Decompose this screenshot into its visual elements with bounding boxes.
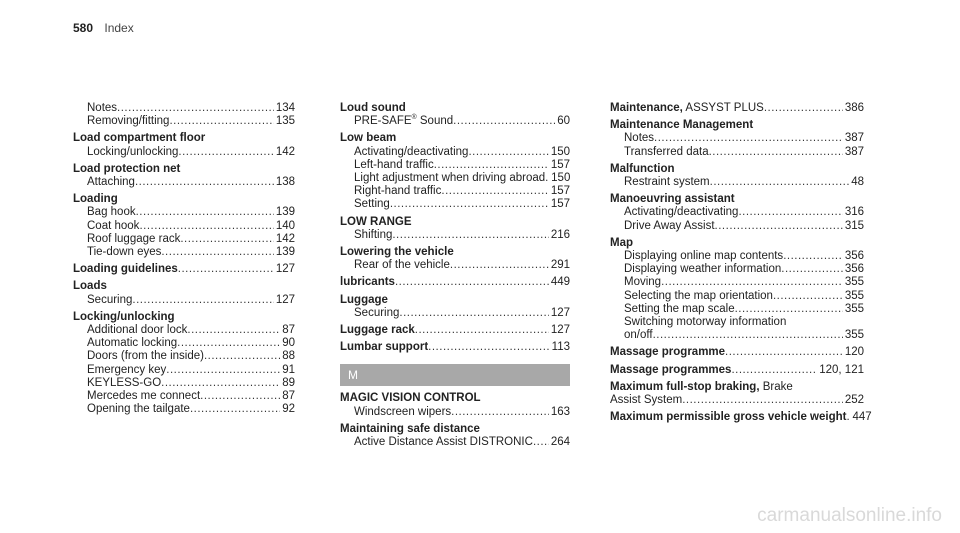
index-subentry[interactable] [610, 250, 864, 263]
dot-leader [190, 403, 280, 416]
index-entry[interactable] [610, 381, 864, 394]
page-reference[interactable]: 120 [844, 346, 864, 359]
index-subentry-text: Switching motorway information [624, 316, 787, 329]
entry-text: Luggage rack [340, 324, 415, 337]
page-reference[interactable]: 91 [282, 363, 295, 376]
page-reference[interactable]: 142 [275, 232, 295, 245]
index-subentry[interactable] [340, 115, 570, 128]
index-subentry[interactable] [73, 206, 295, 219]
entry-suffix: ASSYST PLUS [682, 102, 764, 114]
entry-text: PRE-SAFE [354, 115, 412, 128]
dot-leader [710, 176, 850, 189]
entry-text: Moving [624, 276, 662, 289]
index-entry[interactable] [340, 294, 570, 307]
index-entry[interactable] [610, 411, 872, 424]
index-subentry[interactable] [610, 303, 864, 316]
entry-text: Automatic locking [87, 337, 178, 350]
dot-leader [390, 198, 549, 211]
entry-text: Loading [73, 193, 118, 206]
index-subentry[interactable] [340, 172, 570, 185]
index-subentry[interactable] [340, 307, 570, 320]
index-entry[interactable] [340, 324, 570, 337]
page-reference[interactable]: 127 [275, 293, 295, 306]
dot-leader [395, 276, 549, 289]
page-reference[interactable]: 92 [282, 403, 295, 416]
page-reference[interactable]: 355 [844, 289, 864, 302]
page-reference[interactable]: 163 [550, 405, 570, 418]
entry-text: Windscreen wipers [354, 405, 452, 418]
dot-leader [715, 220, 843, 233]
dot-leader [204, 350, 280, 363]
index-entry[interactable] [73, 193, 295, 206]
index-subentry[interactable] [340, 436, 570, 449]
dot-leader [735, 303, 843, 316]
entry-text: Displaying online map contents [624, 250, 784, 263]
index-subentry[interactable] [73, 324, 295, 337]
dot-leader [117, 102, 274, 115]
index-subentry[interactable] [73, 246, 295, 259]
index-subentry[interactable] [610, 220, 864, 233]
entry-text: on/off [624, 329, 653, 342]
index-subentry[interactable] [73, 115, 295, 128]
entry-text: Mercedes me connect [87, 390, 201, 403]
dot-leader [450, 259, 549, 272]
page-number: 580 [73, 21, 94, 35]
index-subentry[interactable] [610, 263, 864, 276]
entry-text: MAGIC VISION CONTROL [340, 392, 481, 405]
index-entry[interactable] [610, 346, 864, 359]
entry-text: Maximum full-stop braking, [610, 380, 760, 393]
entry-text: Lowering the vehicle [340, 246, 454, 259]
dot-leader [177, 337, 280, 350]
entry-text: Roof luggage rack [87, 232, 181, 245]
page-reference[interactable]: 139 [275, 246, 295, 259]
entry-text: Emergency key [87, 363, 167, 376]
entry-text: Displaying weather information [624, 263, 782, 276]
dot-leader [738, 206, 842, 219]
entry-text: Locking/unlocking [73, 310, 175, 323]
page-reference[interactable]: 291 [550, 259, 570, 272]
page-reference[interactable]: 216 [550, 228, 570, 241]
index-entry[interactable] [73, 311, 295, 324]
index-subentry[interactable] [73, 403, 295, 416]
page-reference[interactable]: 387 [844, 132, 864, 145]
index-subentry[interactable] [73, 176, 295, 189]
index-subentry[interactable] [73, 337, 295, 350]
index-subentry[interactable] [340, 229, 570, 242]
registered-mark: ® [411, 114, 417, 122]
page-reference[interactable]: 150 [550, 145, 570, 158]
dot-leader [781, 263, 843, 276]
page-reference[interactable]: 157 [550, 198, 570, 211]
entry-text: Setting the map scale [624, 302, 735, 315]
entry-text: Left-hand traffic [354, 158, 434, 171]
dot-leader [773, 290, 843, 303]
page-reference[interactable]: 157 [550, 158, 570, 171]
page-reference[interactable]: 60 [557, 115, 570, 128]
entry-text: Bag hook [87, 206, 136, 219]
index-subentry[interactable] [73, 350, 295, 363]
index-entry[interactable] [610, 364, 864, 377]
entry-text: KEYLESS-GO [87, 376, 162, 389]
index-entry[interactable] [610, 163, 864, 176]
dot-leader [653, 329, 843, 342]
entry-text: Load protection net [73, 162, 181, 175]
index-entry[interactable] [73, 280, 295, 293]
entry-text: Notes [624, 132, 655, 145]
page-reference[interactable]: 138 [275, 176, 295, 189]
index-subentry[interactable] [340, 259, 570, 272]
page-reference[interactable]: 120, 121 [819, 363, 864, 376]
page-reference[interactable]: 356 [844, 263, 864, 276]
index-subentry[interactable] [610, 276, 864, 289]
page-reference[interactable]: 127 [275, 263, 295, 276]
entry-suffix: Sound [416, 115, 454, 128]
entry-text: Assist System [610, 394, 683, 407]
index-subentry[interactable] [73, 294, 295, 307]
index-subentry[interactable] [73, 233, 295, 246]
entry-text: Load compartment floor [73, 132, 206, 145]
index-subentry[interactable] [340, 159, 570, 172]
index-column-2 [340, 102, 570, 449]
page-title: Index [104, 21, 134, 35]
index-entry[interactable] [73, 263, 295, 276]
entry-text: Rear of the vehicle [354, 259, 450, 272]
entry-text: Removing/fitting [87, 115, 170, 128]
dot-leader [187, 324, 280, 337]
index-subentry[interactable] [340, 185, 570, 198]
index-entry[interactable] [73, 163, 295, 176]
entry-text: Additional door lock [87, 324, 188, 337]
page-reference[interactable]: 127 [550, 306, 570, 319]
index-entry[interactable] [340, 276, 570, 289]
dot-leader [451, 406, 549, 419]
dot-leader [139, 220, 273, 233]
entry-text: Manoeuvring assistant [610, 193, 735, 206]
entry-text: Securing [354, 306, 400, 319]
dot-leader [135, 176, 274, 189]
page-reference[interactable]: 387 [844, 145, 864, 158]
index-entry[interactable] [340, 132, 570, 145]
page-reference[interactable]: 90 [282, 337, 295, 350]
entry-text: Activating/deactivating [354, 145, 469, 158]
entry-text: LOW RANGE [340, 215, 412, 228]
dot-leader [783, 250, 843, 263]
dot-leader [161, 377, 280, 390]
page-reference[interactable]: 150 [551, 172, 571, 185]
dot-leader [392, 229, 548, 242]
dot-leader [180, 233, 273, 246]
page-reference[interactable]: 264 [550, 436, 570, 449]
dot-leader [654, 132, 843, 145]
index-entry[interactable] [340, 341, 570, 354]
watermark: carmanualsonline.info [757, 505, 942, 526]
entry-text: Loading guidelines [73, 263, 178, 276]
index-subentry[interactable] [610, 290, 864, 303]
page-reference[interactable]: 127 [550, 324, 570, 337]
section-letter-bar: M [340, 364, 570, 386]
page-reference[interactable]: 48 [851, 176, 864, 189]
page-reference[interactable]: 447 [852, 411, 872, 424]
page-reference[interactable]: 87 [282, 324, 295, 337]
entry-text: Active Distance Assist DISTRONIC [354, 436, 533, 449]
dot-leader [166, 364, 280, 377]
index-entry[interactable] [340, 392, 570, 405]
dot-leader [731, 364, 817, 377]
dot-leader [468, 146, 548, 159]
index-subentry[interactable] [340, 198, 570, 211]
entry-text: Restraint system [624, 176, 710, 189]
dot-leader [682, 394, 843, 407]
entry-text: Maximum permissible gross vehicle weight [610, 411, 847, 424]
index-subentry[interactable] [610, 132, 864, 145]
index-entry[interactable] [340, 102, 570, 115]
entry-text: lubricants [340, 276, 395, 289]
index-subentry[interactable] [610, 176, 864, 189]
dot-leader [434, 159, 549, 172]
page-reference[interactable]: 449 [550, 276, 570, 289]
entry-text: Luggage [340, 293, 388, 306]
dot-leader [725, 346, 843, 359]
index-subentry[interactable] [610, 206, 864, 219]
entry-text: Notes [87, 102, 118, 114]
entry-text: Lumbar support [340, 341, 429, 354]
dot-leader [441, 185, 548, 198]
index-entry[interactable] [610, 237, 864, 250]
page-reference[interactable]: 252 [844, 394, 864, 407]
entry-text: Coat hook [87, 219, 140, 232]
entry-text: Opening the tailgate [87, 403, 190, 416]
index-subentry[interactable] [340, 146, 570, 159]
page-reference[interactable]: 134 [275, 102, 295, 114]
index-subentry[interactable] [610, 329, 864, 342]
dot-leader [661, 276, 843, 289]
index-column-1 [73, 102, 295, 416]
dot-leader [132, 294, 273, 307]
entry-text: Right-hand traffic [354, 185, 442, 198]
page-reference[interactable]: 356 [844, 250, 864, 263]
index-entry[interactable] [340, 423, 570, 436]
index-entry[interactable] [340, 246, 570, 259]
entry-text: Securing [87, 293, 133, 306]
dot-leader [136, 206, 274, 219]
index-subentry[interactable] [73, 146, 295, 159]
entry-text: Low beam [340, 132, 397, 145]
page-reference[interactable]: 140 [275, 219, 295, 232]
entry-text: Loud sound [340, 102, 406, 114]
index-subentry[interactable] [73, 390, 295, 403]
dot-leader [399, 307, 548, 320]
index-entry[interactable] [610, 394, 864, 407]
entry-text: Malfunction [610, 162, 675, 175]
page-reference[interactable]: 316 [844, 206, 864, 219]
page-reference[interactable]: 386 [844, 102, 864, 114]
dot-leader [709, 146, 843, 159]
dot-leader [161, 246, 273, 259]
dot-leader [428, 341, 549, 354]
entry-text: Maintenance, [610, 102, 683, 114]
dot-leader [453, 115, 555, 128]
page-reference[interactable]: 113 [551, 341, 570, 354]
index-subentry[interactable] [73, 102, 295, 115]
entry-text: Maintenance Management [610, 119, 754, 132]
page-reference[interactable]: 135 [275, 115, 295, 128]
dot-leader [415, 324, 549, 337]
page-reference[interactable]: 355 [844, 329, 864, 342]
entry-text: Map [610, 236, 633, 249]
dot-leader [169, 115, 273, 128]
page-reference[interactable]: 355 [844, 302, 864, 315]
entry-text: Attaching [87, 176, 135, 189]
entry-text: Activating/deactivating [624, 206, 739, 219]
index-entry[interactable] [610, 193, 864, 206]
index-subentry[interactable] [73, 220, 295, 233]
entry-text: Shifting [354, 228, 393, 241]
index-subentry[interactable] [340, 406, 570, 419]
page-reference[interactable]: 87 [282, 390, 295, 403]
page-reference[interactable]: 157 [550, 185, 570, 198]
entry-text: Transferred data [624, 145, 709, 158]
dot-leader [178, 263, 274, 276]
index-entry[interactable] [610, 102, 864, 115]
entry-text: Setting [354, 198, 390, 211]
index-subentry[interactable] [610, 146, 864, 159]
index-entry[interactable] [340, 216, 570, 229]
index-entry[interactable] [610, 119, 864, 132]
page-reference[interactable]: 315 [844, 219, 864, 232]
entry-text: Drive Away Assist [624, 219, 715, 232]
index-subentry[interactable] [73, 377, 295, 390]
entry-suffix: Brake [759, 380, 793, 393]
entry-text: Tie-down eyes [87, 246, 162, 259]
dot-leader [533, 436, 549, 449]
dot-leader [178, 146, 273, 159]
page-header [73, 21, 134, 35]
entry-text: Light adjustment when driving abroad [354, 172, 546, 185]
entry-text: Massage programmes [610, 363, 732, 376]
entry-text: Loads [73, 280, 107, 293]
index-entry[interactable] [73, 132, 295, 145]
entry-text: Selecting the map orientation [624, 289, 773, 302]
page-reference[interactable]: 355 [844, 276, 864, 289]
page-reference[interactable]: 142 [275, 145, 295, 158]
entry-text: Maintaining safe distance [340, 422, 480, 435]
index-column-3 [610, 102, 872, 424]
page-reference[interactable]: 139 [275, 206, 295, 219]
page-reference[interactable]: 89 [282, 376, 295, 389]
dot-leader [764, 102, 843, 115]
page-reference[interactable]: 88 [282, 350, 295, 363]
entry-text: Locking/unlocking [87, 145, 179, 158]
index-subentry[interactable] [73, 364, 295, 377]
entry-text: Doors (from the inside) [87, 350, 204, 363]
dot-leader [200, 390, 280, 403]
entry-text: Massage programme [610, 346, 726, 359]
